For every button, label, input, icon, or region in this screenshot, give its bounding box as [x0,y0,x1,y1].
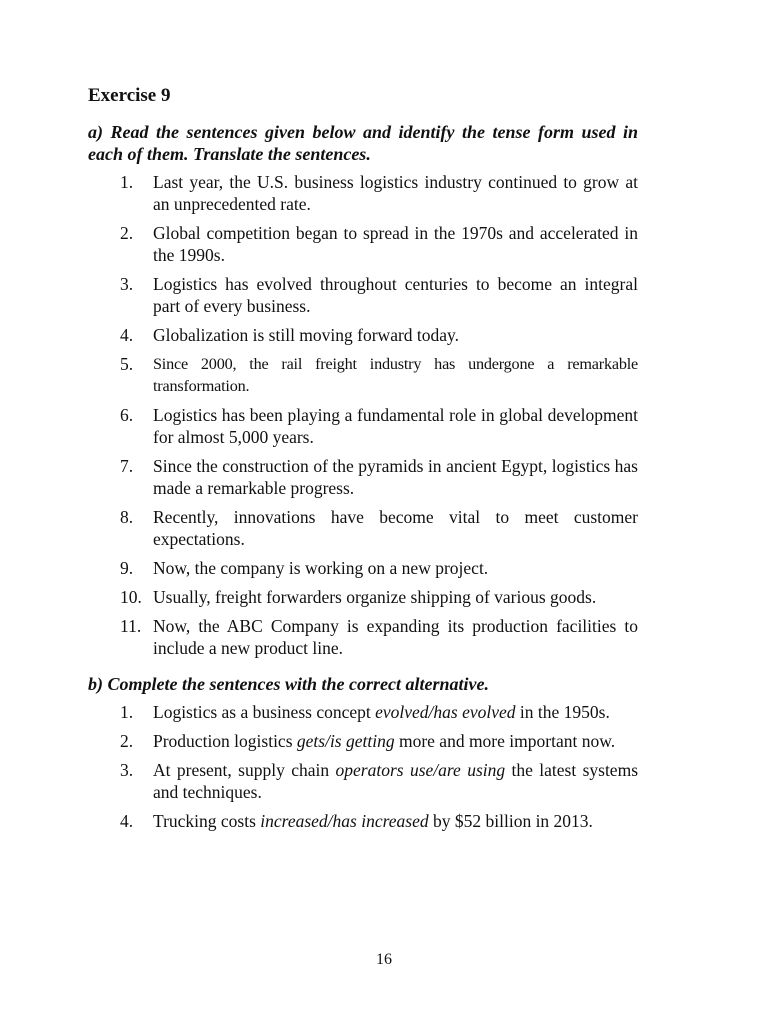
item-number: 8. [120,507,134,527]
list-item [88,171,638,215]
part-b-instruction: b) Complete the sentences with the correct alternative. [88,674,489,694]
item-text [153,810,638,832]
page-number: 16 [376,951,392,968]
item-text-after: more and more important now. [394,731,616,751]
item-number: 4. [120,811,134,831]
list-item [88,759,638,803]
item-text-after: in the 1950s. [515,702,610,722]
item-text-after: the latest systems and techniques. [153,760,638,802]
item-text: Since the construction of the pyramids in ancient Egypt, logistics has made a remarkable progress. [153,456,638,498]
item-text: Recently, innovations have become vital to meet customer expectations. [153,507,638,549]
item-text: Logistics has been playing a fundamental role in global development for almost 5,000 years. [153,405,638,447]
list-item [88,506,638,550]
list-item [88,701,638,723]
part-b-list [88,701,638,832]
item-number: 2. [120,223,134,243]
item-text-before: Production logistics [153,731,297,751]
item-text: Since 2000, the rail freight industry has undergone a remarkable transformation. [153,355,638,395]
list-item [88,273,638,317]
item-text [153,701,638,723]
item-number: 10. [120,587,142,607]
list-item [88,557,638,579]
item-number: 5. [120,354,134,374]
alternative-choice: evolved/has evolved [375,702,516,722]
list-item [88,586,638,608]
item-text-before: Logistics as a business concept [153,702,376,722]
item-text-after: by $52 billion in 2013. [428,811,593,831]
item-text: Globalization is still moving forward today. [153,325,460,345]
item-number: 3. [120,274,134,294]
item-text: Last year, the U.S. business logistics industry continued to grow at an unprecedented rate. [153,172,638,214]
list-item [88,324,638,346]
item-text [153,759,638,803]
exercise-page [88,84,638,839]
alternative-choice: increased/has increased [260,811,429,831]
item-number: 9. [120,558,134,578]
part-a-list [88,171,638,659]
item-text: Logistics has evolved throughout centuries to become an integral part of every business. [153,274,638,316]
list-item [88,810,638,832]
item-number: 4. [120,325,134,345]
list-item [88,404,638,448]
item-number: 1. [120,702,134,722]
alternative-choice: gets/is getting [296,731,395,751]
item-number: 11. [120,616,142,636]
item-text-before: At present, supply chain [153,760,336,780]
item-text-before: Trucking costs [153,811,261,831]
part-a-instruction: a) Read the sentences given below and identify the tense form used in each of them. Translate the sentences. [88,122,638,164]
item-number: 6. [120,405,134,425]
list-item [88,730,638,752]
item-number: 2. [120,731,134,751]
list-item [88,222,638,266]
item-text: Global competition began to spread in the 1970s and accelerated in the 1990s. [153,223,638,265]
item-number: 7. [120,456,134,476]
item-text: Usually, freight forwarders organize shipping of various goods. [153,587,597,607]
item-text: Now, the ABC Company is expanding its production facilities to include a new product line. [153,616,638,658]
item-number: 3. [120,760,134,780]
alternative-choice: operators use/are using [335,760,506,780]
item-number: 1. [120,172,134,192]
list-item [88,615,638,659]
item-text: Now, the company is working on a new project. [153,558,489,578]
exercise-title: Exercise 9 [88,85,171,106]
item-text [153,730,638,752]
list-item [88,353,638,397]
list-item [88,455,638,499]
